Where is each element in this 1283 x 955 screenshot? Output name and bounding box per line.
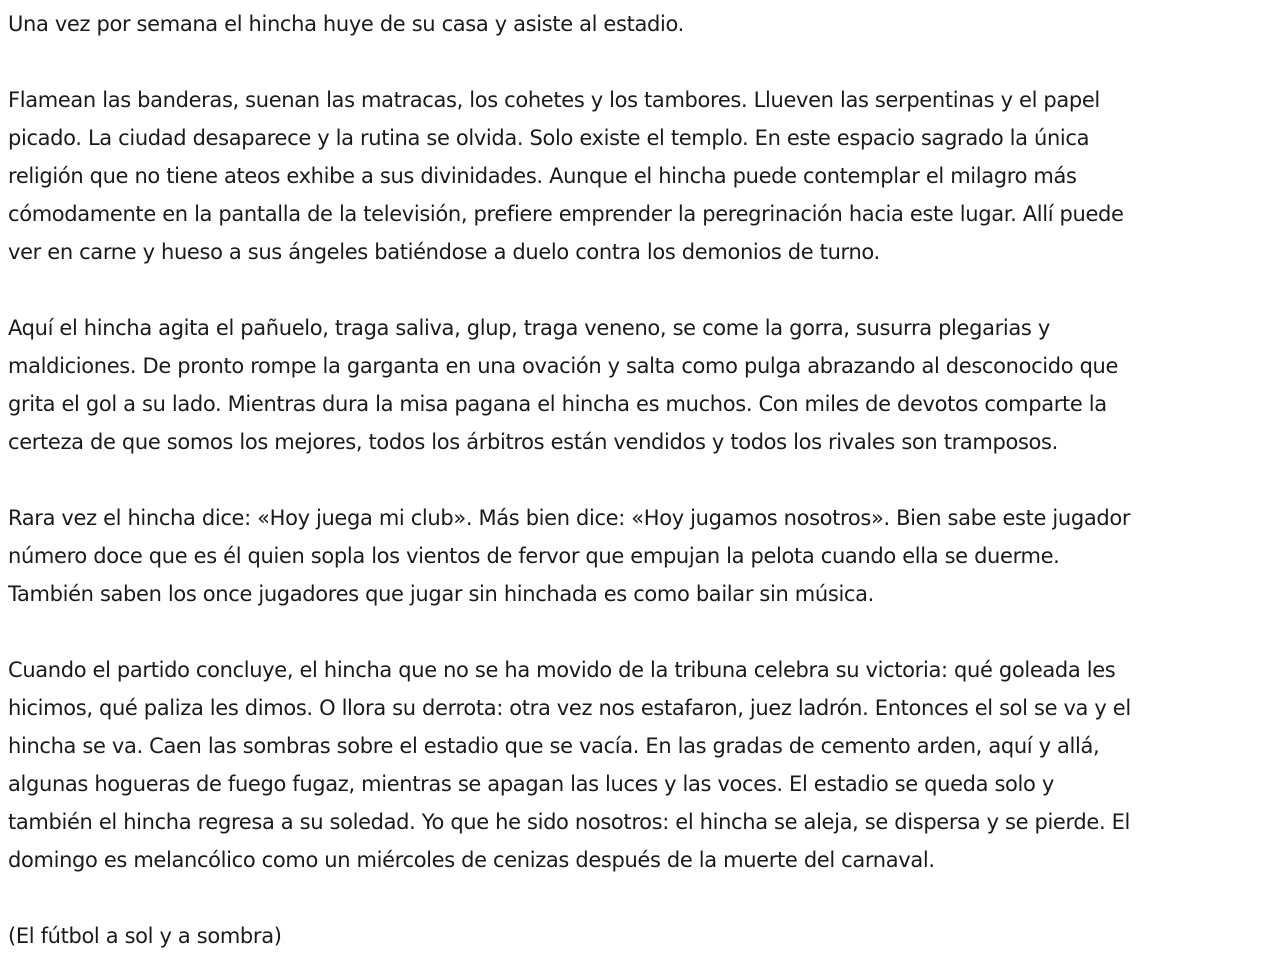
- text-line: ver en carne y hueso a sus ángeles batiéndose a duelo contra los demonios de turno.: [8, 240, 880, 264]
- text-line: certeza de que somos los mejores, todos los árbitros están vendidos y todos los rivales son tramposos.: [8, 430, 1058, 454]
- paragraph-when-match-ends: [8, 651, 1275, 879]
- text-line: hicimos, qué paliza les dimos. O llora su derrota: otra vez nos estafaron, juez ladrón. Entonces el sol se va y el: [8, 696, 1131, 720]
- text-line: grita el gol a su lado. Mientras dura la misa pagana el hincha es muchos. Con miles de devotos comparte la: [8, 392, 1107, 416]
- text-line: Flamean las banderas, suenan las matracas, los cohetes y los tambores. Llueven las serpentinas y el papel: [8, 88, 1100, 112]
- paragraph-rarely: [8, 499, 1275, 613]
- text-line: picado. La ciudad desaparece y la rutina se olvida. Solo existe el templo. En este espacio sagrado la única: [8, 126, 1090, 150]
- text-line: Cuando el partido concluye, el hincha que no se ha movido de la tribuna celebra su victoria: qué goleada les: [8, 658, 1116, 682]
- text-line: domingo es melancólico como un miércoles de cenizas después de la muerte del carnaval.: [8, 848, 935, 872]
- source-citation: [8, 917, 1275, 955]
- text-line: También saben los once jugadores que jugar sin hinchada es como bailar sin música.: [8, 582, 874, 606]
- text-line: Rara vez el hincha dice: «Hoy juega mi club». Más bien dice: «Hoy jugamos nosotros». Bien sabe este jugador: [8, 506, 1131, 530]
- text-line: número doce que es él quien sopla los vientos de fervor que empujan la pelota cuando ella se duerme.: [8, 544, 1060, 568]
- text-line: Una vez por semana el hincha huye de su casa y asiste al estadio.: [8, 12, 684, 36]
- text-line: maldiciones. De pronto rompe la garganta en una ovación y salta como pulga abrazando al desconocido que: [8, 354, 1119, 378]
- paragraph-flags: [8, 81, 1275, 271]
- text-line: Aquí el hincha agita el pañuelo, traga saliva, glup, traga veneno, se come la gorra, susurra plegarias y: [8, 316, 1050, 340]
- text-line: cómodamente en la pantalla de la televisión, prefiere emprender la peregrinación hacia este lugar. Allí puede: [8, 202, 1124, 226]
- text-line: religión que no tiene ateos exhibe a sus divinidades. Aunque el hincha puede contemplar el milagro más: [8, 164, 1077, 188]
- citation-text: (El fútbol a sol y a sombra): [8, 924, 282, 948]
- paragraph-intro: [8, 5, 1275, 43]
- paragraph-here: [8, 309, 1275, 461]
- text-line: algunas hogueras de fuego fugaz, mientras se apagan las luces y las voces. El estadio se queda solo y: [8, 772, 1054, 796]
- text-line: hincha se va. Caen las sombras sobre el estadio que se vacía. En las gradas de cemento arden, aquí y allá,: [8, 734, 1100, 758]
- text-line: también el hincha regresa a su soledad. Yo que he sido nosotros: el hincha se aleja, se dispersa y se pierde. El: [8, 810, 1131, 834]
